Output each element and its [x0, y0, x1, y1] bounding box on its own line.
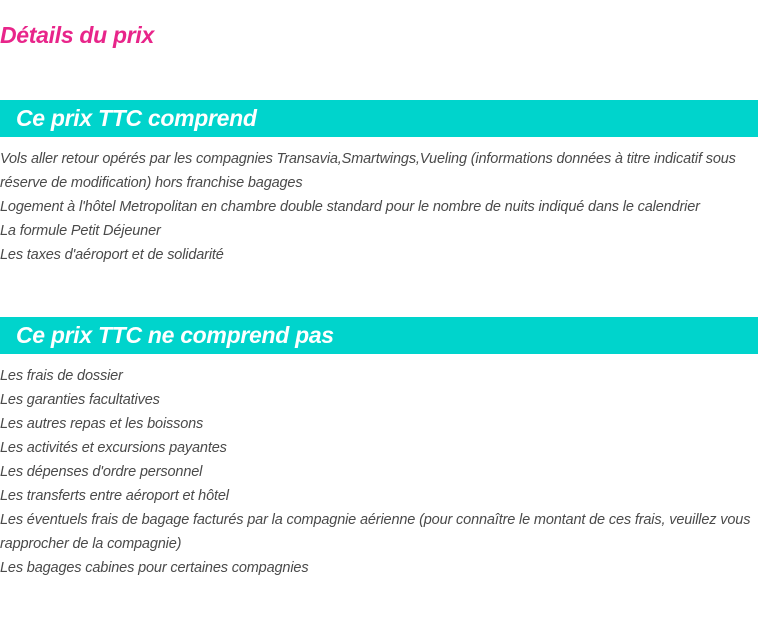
included-item: La formule Petit Déjeuner	[0, 223, 161, 239]
excluded-item: Les frais de dossier	[0, 368, 123, 384]
excluded-item: Les dépenses d'ordre personnel	[0, 464, 203, 480]
excluded-item: Les garanties facultatives	[0, 392, 160, 408]
included-item: Vols aller retour opérés par les compagnies Transavia,Smartwings,Vueling (informations données à titre indicatif sous réserve de modification) hors franchise bagages	[0, 151, 736, 191]
excluded-item: Les autres repas et les boissons	[0, 416, 204, 432]
excluded-section-heading: Ce prix TTC ne comprend pas	[16, 322, 334, 348]
excluded-item: Les activités et excursions payantes	[0, 440, 227, 456]
included-item: Les taxes d'aéroport et de solidarité	[0, 247, 224, 263]
excluded-item: Les éventuels frais de bagage facturés par la compagnie aérienne (pour connaître le montant de ces frais, veuillez vous rapprocher de la compagnie)	[0, 512, 751, 552]
excluded-item: Les transferts entre aéroport et hôtel	[0, 488, 229, 504]
included-item: Logement à l'hôtel Metropolitan en chambre double standard pour le nombre de nuits indiqué dans le calendrier	[0, 199, 700, 215]
included-section-heading: Ce prix TTC comprend	[16, 105, 257, 131]
excluded-section-header	[0, 317, 758, 354]
excluded-item: Les bagages cabines pour certaines compagnies	[0, 560, 309, 576]
page-title: Détails du prix	[0, 22, 154, 48]
included-items-list	[0, 147, 758, 267]
included-section-header	[0, 100, 758, 137]
excluded-items-list	[0, 364, 758, 580]
